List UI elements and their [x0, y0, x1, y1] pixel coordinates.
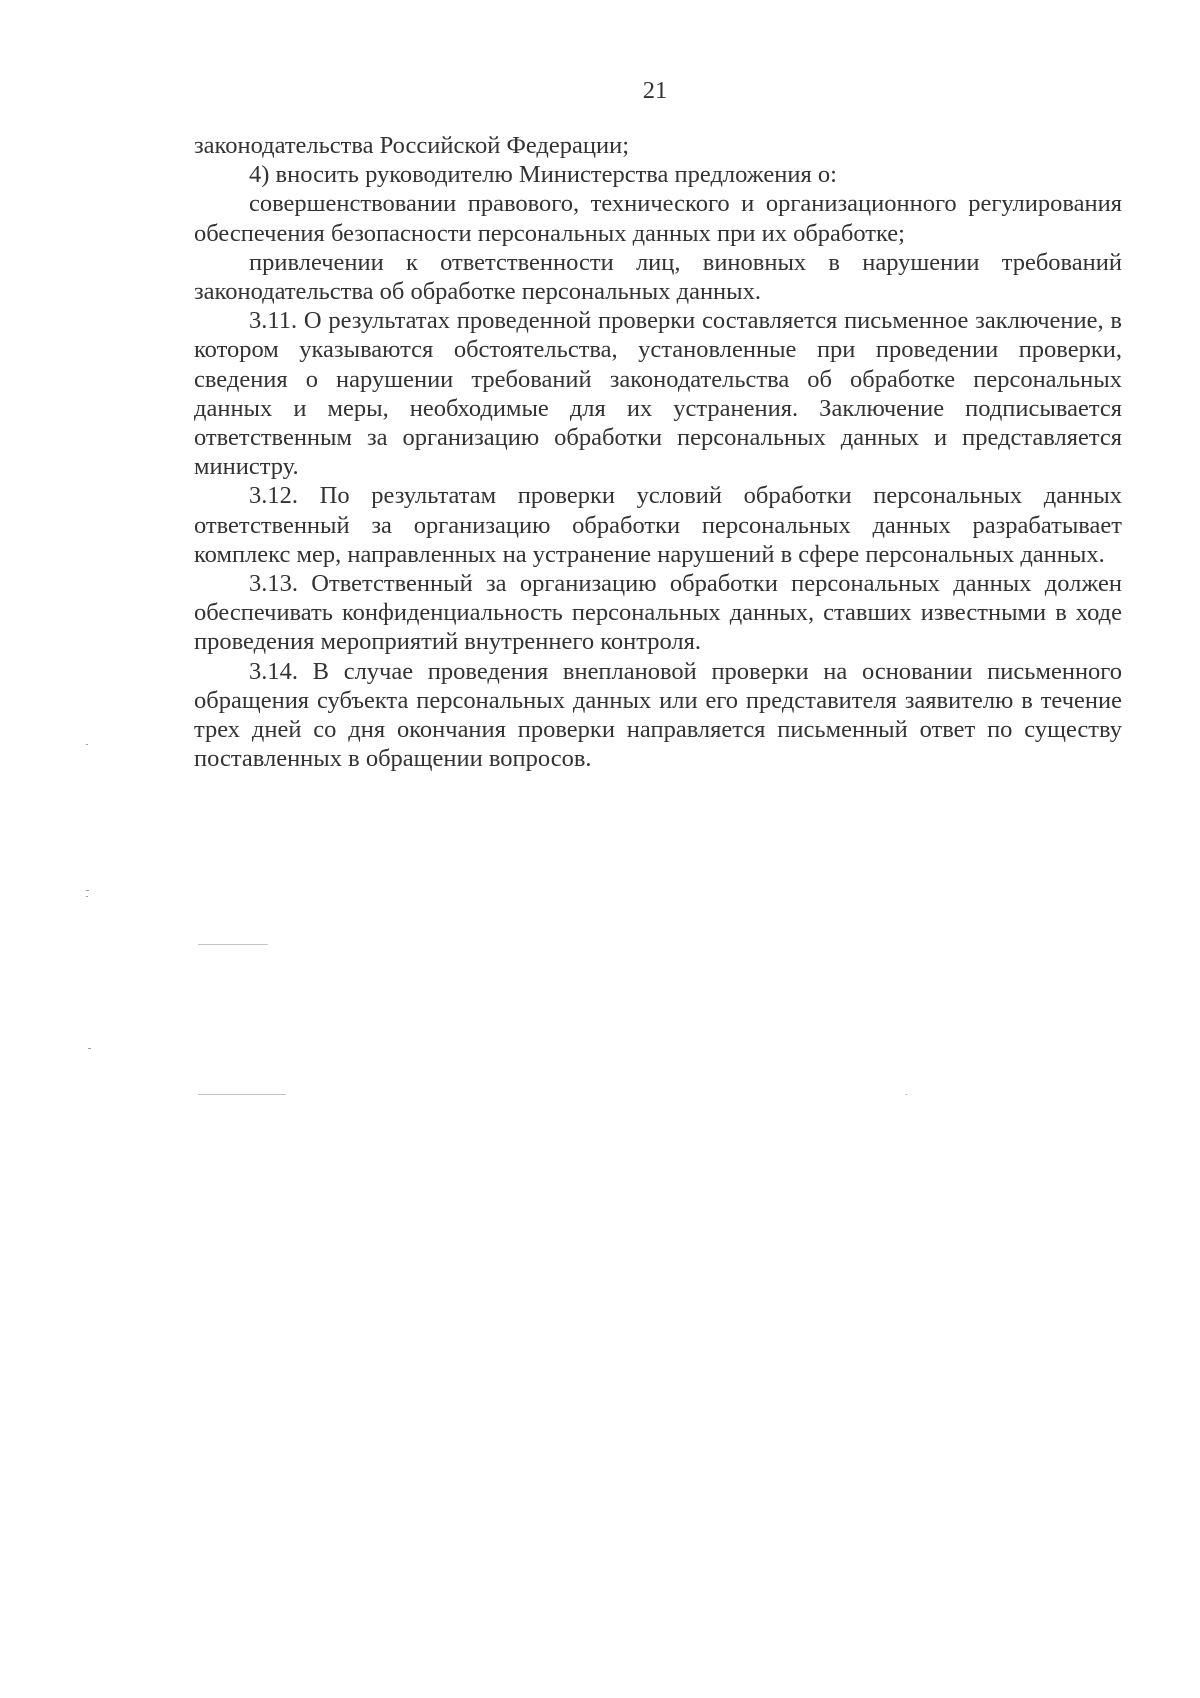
scan-speck	[86, 890, 89, 891]
page-number: 21	[642, 77, 668, 104]
paragraph-3-13: 3.13. Ответственный за организацию обработки персональных данных должен обеспечивать конфиденциальность персональных данных, ставших известными в ходе проведения мероприятий внутреннего контроля.	[194, 570, 1122, 656]
paragraph-3-11: 3.11. О результатах проведенной проверки составляется письменное заключение, в котором указываются обстоятельства, установленные при проведении проверки, сведения о нарушении требований законодательства об обработке персональных данных и меры, необходимые для их устранения. Заключение подписывается ответственным за организацию обработки персональных данных и представляется министру.	[194, 307, 1122, 481]
paragraph-3-12: 3.12. По результатам проверки условий обработки персональных данных ответственный за организацию обработки персональных данных разрабатывает комплекс мер, направленных на устранение нарушений в сфере персональных данных.	[194, 482, 1122, 568]
paragraph-liability-proposals: привлечении к ответственности лиц, виновных в нарушении требований законодательства об обработке персональных данных.	[194, 248, 1122, 306]
scan-speck	[198, 1094, 286, 1095]
paragraph-continuation: законодательства Российской Федерации;	[194, 132, 630, 159]
paragraph-improvement-proposals: совершенствовании правового, технического и организационного регулирования обеспечения безопасности персональных данных при их обработке;	[194, 190, 1122, 247]
scan-speck	[86, 896, 88, 897]
paragraph-item-4: 4) вносить руководителю Министерства предложения о:	[249, 161, 837, 189]
paragraph-3-14: 3.14. В случае проведения внеплановой проверки на основании письменного обращения субъекта персональных данных или его представителя заявителю в течение трех дней со дня окончания проверки направляется письменный ответ по существу поставленных в обращении вопросов.	[194, 657, 1122, 773]
scan-speck	[905, 1094, 908, 1095]
document-body	[194, 131, 1122, 773]
scan-speck	[198, 944, 268, 945]
scan-speck	[88, 1048, 91, 1049]
scan-speck	[86, 744, 88, 745]
